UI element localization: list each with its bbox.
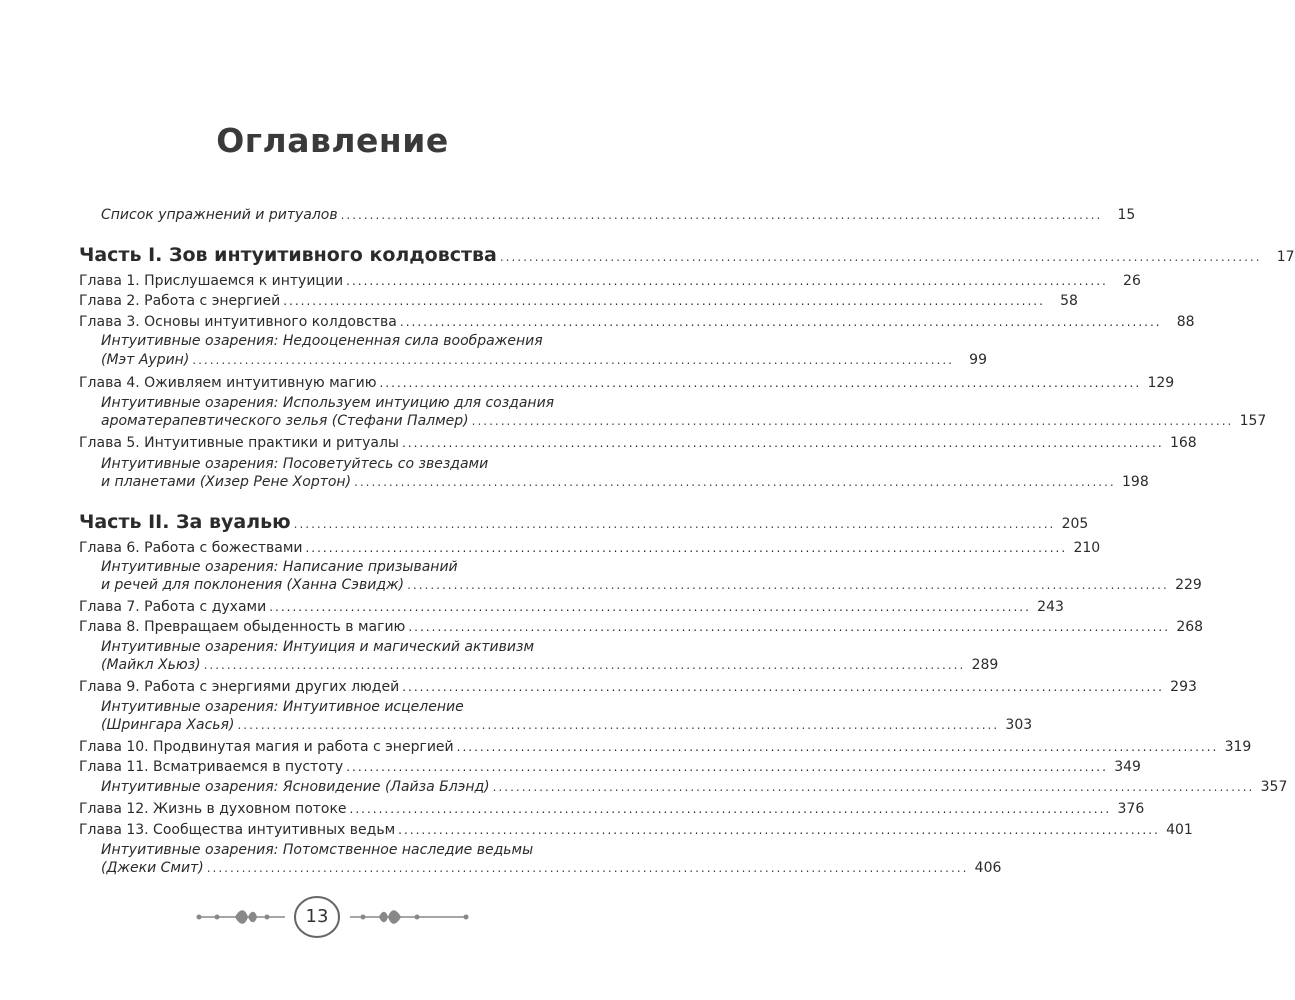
toc-entry-page: 198	[1122, 474, 1149, 490]
dot-leader: ...................................................................................................................................	[293, 517, 1056, 531]
toc-chapter-7[interactable]	[0, 598, 1064, 616]
toc-entry-page: 99	[969, 352, 987, 368]
toc-entry-page: 168	[1169, 435, 1197, 451]
toc-entry-page: 349	[1114, 759, 1141, 775]
toc-insight-6[interactable]	[0, 716, 1033, 734]
dot-leader: ...................................................................................................................................	[398, 823, 1160, 837]
dot-leader: ...................................................................................................................................	[269, 600, 1031, 614]
toc-insight-line: Интуитивные озарения: Написание призываний	[101, 559, 458, 575]
toc-entry-page: 157	[1239, 413, 1267, 429]
toc-insight-7[interactable]	[0, 778, 1288, 796]
toc-insight-line: Интуитивные озарения: Используем интуицию для создания	[101, 395, 555, 411]
toc-entry-label: Глава 10. Продвинутая магия и работа с энергией	[79, 739, 454, 755]
toc-insight-line: Интуитивные озарения: Недооцененная сила воображения	[101, 333, 543, 349]
toc-entry-label: (Джеки Смит)	[101, 860, 204, 876]
dot-leader: ...................................................................................................................................	[408, 620, 1171, 634]
dot-leader: ...................................................................................................................................	[401, 436, 1164, 450]
toc-chapter-9[interactable]	[0, 678, 1197, 696]
toc-entry-page: 15	[1117, 207, 1136, 223]
toc-entry-page: 401	[1166, 822, 1193, 838]
dot-leader: ...................................................................................................................................	[346, 274, 1108, 288]
dot-leader: ...................................................................................................................................	[499, 250, 1262, 264]
dot-leader: ...................................................................................................................................	[354, 475, 1116, 489]
toc-entry-label: Глава 5. Интуитивные практики и ритуалы	[79, 435, 399, 451]
toc-part-2[interactable]	[0, 510, 1089, 536]
toc-entry-page: 26	[1123, 273, 1141, 289]
toc-entry-label: Глава 7. Работа с духами	[79, 599, 267, 615]
dot-leader: ...................................................................................................................................	[402, 680, 1164, 694]
toc-entry-label: Глава 2. Работа с энергией	[79, 293, 281, 309]
toc-insight-line: Интуитивные озарения: Посоветуйтесь со звездами	[101, 456, 489, 472]
toc-entry-label: Глава 12. Жизнь в духовном потоке	[79, 801, 347, 817]
toc-entry-label: (Майкл Хьюз)	[101, 657, 201, 673]
toc-entry-label: и речей для поклонения (Ханна Сэвидж)	[101, 577, 405, 593]
toc-entry-label: Глава 6. Работа с божествами	[79, 540, 303, 556]
toc-entry-label: и планетами (Хизер Рене Хортон)	[101, 474, 352, 490]
toc-part-label: Часть I. Зов интуитивного колдовства	[79, 244, 497, 266]
dot-leader: ...................................................................................................................................	[407, 578, 1169, 592]
toc-entry-page: 88	[1176, 314, 1195, 330]
toc-entry-page: 268	[1176, 619, 1204, 635]
toc-entry-page: 210	[1073, 540, 1101, 556]
toc-chapter-1[interactable]	[0, 272, 1141, 290]
toc-entry-label: (Шрингара Хасья)	[101, 717, 235, 733]
toc-chapter-13[interactable]	[0, 821, 1193, 839]
toc-chapter-10[interactable]	[0, 738, 1252, 756]
dot-leader: ...................................................................................................................................	[305, 541, 1068, 555]
toc-insight-4[interactable]	[0, 576, 1202, 594]
dot-leader: ...................................................................................................................................	[492, 780, 1255, 794]
toc-part-label: Часть II. За вуалью	[79, 511, 291, 533]
toc-entry-label: Глава 4. Оживляем интуитивную магию	[79, 375, 377, 391]
dot-leader: ...................................................................................................................................	[471, 414, 1234, 428]
page-title: Оглавление	[216, 121, 449, 160]
dot-leader: ...................................................................................................................................	[399, 315, 1162, 329]
dot-leader: ...................................................................................................................................	[456, 740, 1219, 754]
toc-chapter-8[interactable]	[0, 618, 1204, 636]
toc-part-1[interactable]	[0, 243, 1295, 269]
dot-leader: ...................................................................................................................................	[237, 718, 1000, 732]
dot-leader: ...................................................................................................................................	[283, 294, 1045, 308]
toc-part-page: 205	[1061, 516, 1089, 532]
page-number: 13	[305, 906, 329, 927]
toc-insight-5[interactable]	[0, 656, 999, 674]
toc-chapter-11[interactable]	[0, 758, 1141, 776]
page-footer	[195, 892, 470, 942]
toc-entry-label: Глава 8. Превращаем обыденность в магию	[79, 619, 406, 635]
toc-entry-label: (Мэт Аурин)	[101, 352, 190, 368]
dot-leader: ...................................................................................................................................	[349, 802, 1112, 816]
toc-entry-label: Список упражнений и ритуалов	[101, 207, 338, 223]
toc-insight-8[interactable]	[0, 859, 1002, 877]
dot-leader: ...................................................................................................................................	[379, 376, 1142, 390]
toc-insight-2[interactable]	[0, 412, 1267, 430]
toc-insight-line: Интуитивные озарения: Интуитивное исцеление	[101, 699, 464, 715]
toc-chapter-3[interactable]	[0, 313, 1195, 331]
toc-entry-page: 58	[1060, 293, 1078, 309]
toc-insight-3[interactable]	[0, 473, 1149, 491]
toc-entry-page: 289	[971, 657, 999, 673]
dot-leader: ...................................................................................................................................	[340, 208, 1103, 222]
toc-entry-page: 376	[1117, 801, 1145, 817]
toc-entry-page: 357	[1260, 779, 1288, 795]
toc-chapter-2[interactable]	[0, 292, 1078, 310]
toc-chapter-12[interactable]	[0, 800, 1145, 818]
dot-leader: ...................................................................................................................................	[346, 760, 1108, 774]
dot-leader: ...................................................................................................................................	[206, 861, 969, 875]
toc-chapter-4[interactable]	[0, 374, 1175, 392]
toc-entry-page: 406	[974, 860, 1002, 876]
toc-entry-label: Глава 3. Основы интуитивного колдовства	[79, 314, 397, 330]
toc-insight-line: Интуитивные озарения: Интуиция и магический активизм	[101, 639, 535, 655]
toc-entry-page: 129	[1147, 375, 1175, 391]
toc-entry-page: 319	[1224, 739, 1252, 755]
toc-insight-1[interactable]	[0, 351, 987, 369]
dot-leader: ...................................................................................................................................	[192, 353, 954, 367]
toc-chapter-5[interactable]	[0, 434, 1197, 452]
toc-entry-page: 243	[1037, 599, 1064, 615]
toc-entry-label: Глава 9. Работа с энергиями других людей	[79, 679, 400, 695]
toc-entry-label: Интуитивные озарения: Ясновидение (Лайза Блэнд)	[101, 779, 490, 795]
toc-entry-page: 293	[1170, 679, 1197, 695]
toc-entry-label: Глава 1. Прислушаемся к интуиции	[79, 273, 344, 289]
toc-entry-page: 303	[1005, 717, 1033, 733]
toc-entry-label: Глава 13. Сообщества интуитивных ведьм	[79, 822, 396, 838]
dot-leader: ...................................................................................................................................	[203, 658, 966, 672]
toc-entry-label: ароматерапевтического зелья (Стефани Палмер)	[101, 413, 469, 429]
toc-insight-line: Интуитивные озарения: Потомственное наследие ведьмы	[101, 842, 534, 858]
toc-part-page: 17	[1276, 249, 1295, 265]
toc-chapter-6[interactable]	[0, 539, 1101, 557]
toc-entry-label: Глава 11. Всматриваемся в пустоту	[79, 759, 344, 775]
toc-entry-page: 229	[1175, 577, 1202, 593]
toc-entry-exercises[interactable]	[0, 206, 1136, 224]
